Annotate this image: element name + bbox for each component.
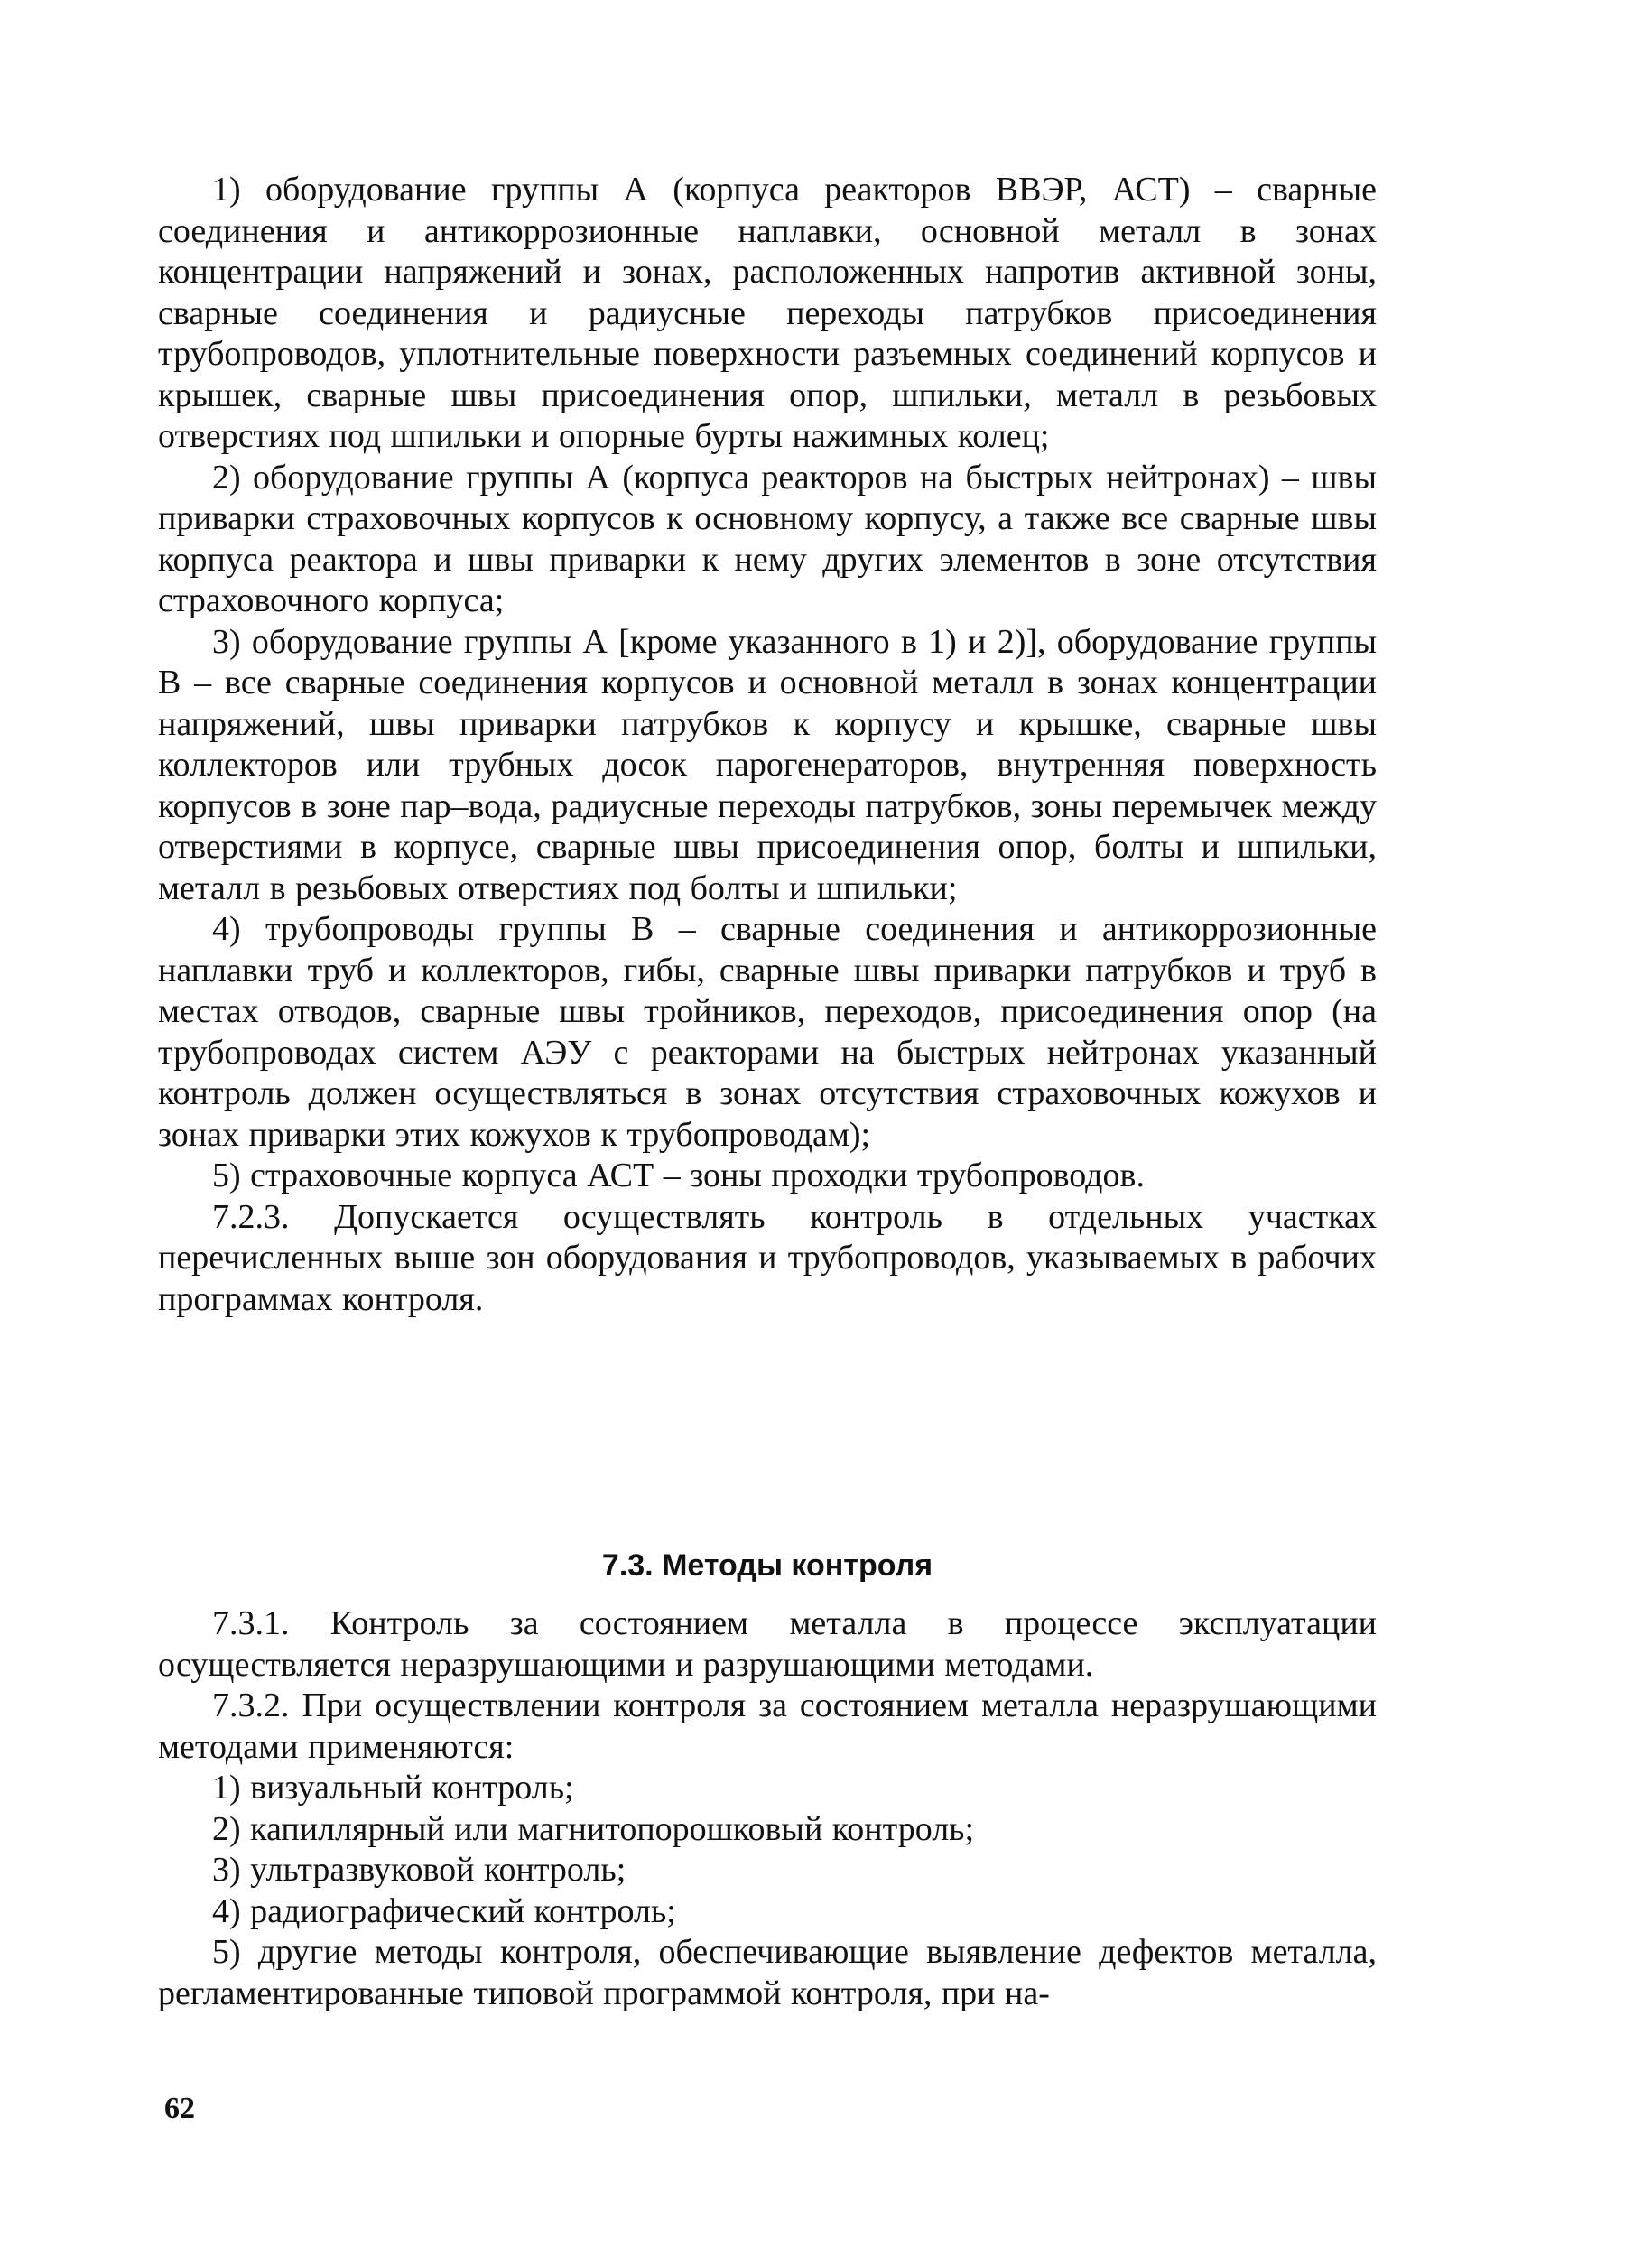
section-heading: 7.3. Методы контроля xyxy=(601,1548,933,1583)
list-item-group-a-other-group-b: 3) оборудование группы А [кроме указанного в 1) и 2)], оборудование группы В – все сварные соединения корпусов и основной металл в зонах концентрации напряжений, швы приварки патрубков к корпусу и крышке, сварные швы коллекторов или трубных досок парогенераторов, внутренняя поверхность корпусов в зоне пар–вода, радиусные переходы патрубков, зоны перемычек между отверстиями в корпусе, сварные швы присоединения опор, болты и шпильки, металл в резьбовых отверстиях под болты и шпильки; xyxy=(158,622,1377,907)
method-ultrasonic: 3) ультразвуковой контроль; xyxy=(212,1851,626,1889)
method-capillary-magnetic: 2) капиллярный или магнитопорошковый контроль; xyxy=(212,1809,975,1848)
clause-7-3-1: 7.3.1. Контроль за состоянием металла в процессе эксплуатации осуществляется неразрушающими и разрушающими методами. xyxy=(158,1604,1377,1684)
control-methods-section xyxy=(158,1603,1377,2014)
page-number: 62 xyxy=(164,2092,195,2125)
method-other: 5) другие методы контроля, обеспечивающие выявление дефектов металла, регламентированные типовой программой контроля, при на- xyxy=(158,1933,1377,2012)
list-item-safety-vessels: 5) страховочные корпуса АСТ – зоны проходки трубопроводов. xyxy=(212,1157,1145,1194)
equipment-control-zones-list xyxy=(158,170,1377,1320)
list-item-group-a-fast-reactors: 2) оборудование группы А (корпуса реакторов на быстрых нейтронах) – швы приварки страховочных корпусов к основному корпусу, а также все сварные швы корпуса реактора и швы приварки к нему других элементов в зоне отсутствия страховочного корпуса; xyxy=(158,458,1377,619)
list-item-group-a-vver: 1) оборудование группы А (корпуса реакторов ВВЭР, АСТ) – сварные соединения и антикоррозионные наплавки, основной металл в зонах концентрации напряжений и зонах, расположенных напротив активной зоны, сварные соединения и радиусные переходы патрубков присоединения трубопроводов, уплотнительные поверхности разъемных соединений корпусов и крышек, сварные швы присоединения опор, шпильки, металл в резьбовых отверстиях под шпильки и опорные бурты нажимных колец; xyxy=(158,171,1377,455)
method-radiographic: 4) радиографический контроль; xyxy=(212,1891,676,1930)
clause-7-2-3: 7.2.3. Допускается осуществлять контроль в отдельных участках перечисленных выше зон оборудования и трубопроводов, указываемых в рабочих программах контроля. xyxy=(158,1197,1377,1318)
method-visual: 1) визуальный контроль; xyxy=(212,1769,574,1807)
clause-7-3-2: 7.3.2. При осуществлении контроля за состоянием металла неразрушающими методами применяются: xyxy=(158,1686,1377,1766)
list-item-pipelines-group-b: 4) трубопроводы группы В – сварные соединения и антикоррозионные наплавки труб и коллекторов, гибы, сварные швы приварки патрубков и труб в местах отводов, сварные швы тройников, переходов, присоединения опор (на трубопроводах систем АЭУ с реакторами на быстрых нейтронах указанный контроль должен осуществляться в зонах отсутствия страховочных кожухов и зонах приварки этих кожухов к трубопроводам); xyxy=(158,910,1377,1154)
